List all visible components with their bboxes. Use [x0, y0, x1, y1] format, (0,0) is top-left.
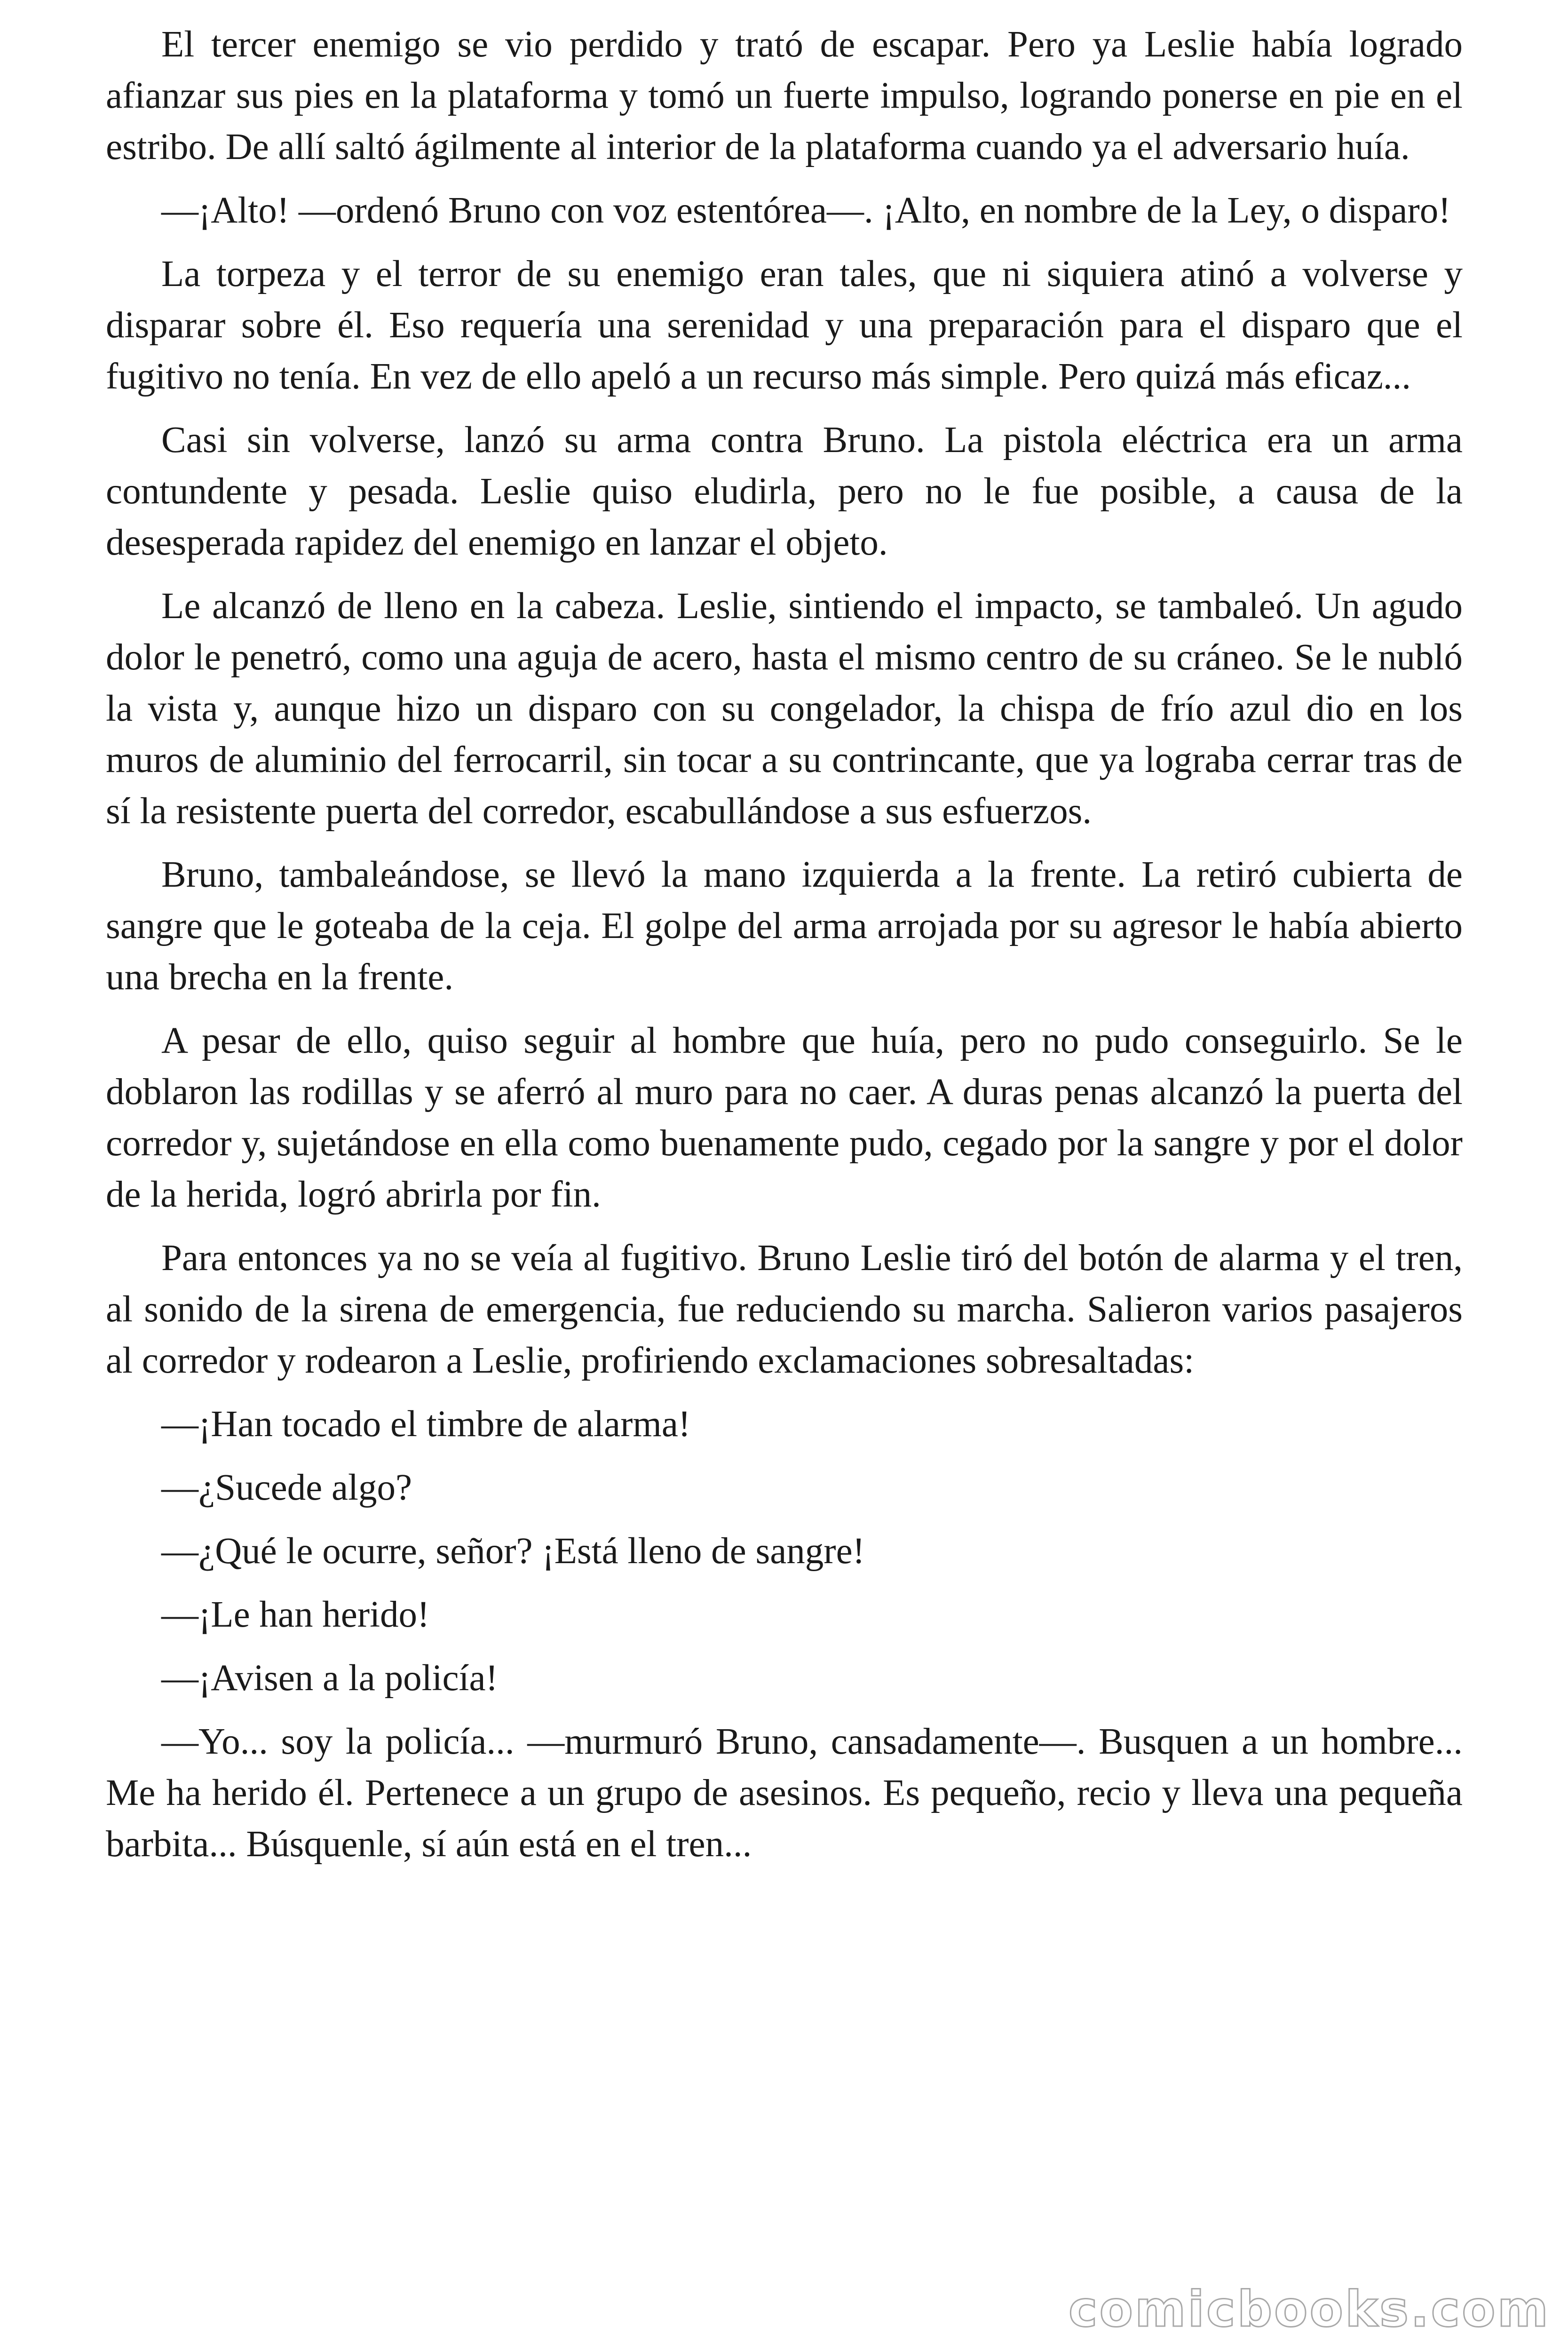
paragraph-5: Le alcanzó de lleno en la cabeza. Leslie, sintiendo el impacto, se tambaleó. Un agudo dolor le penetró, como una aguja de acero, hasta el mismo centro de su cráneo. Se le nubló la vista y, aunque hizo un disparo con su congelador, la chispa de frío azul dio en los muros de aluminio del ferrocarril, sin tocar a su contrincante, que ya lograba cerrar tras de sí la resistente puerta del corredor, escabullándose a sus esfuerzos. — [106, 586, 1463, 832]
paragraph-7: A pesar de ello, quiso seguir al hombre que huía, pero no pudo conseguirlo. Se le doblaron las rodillas y se aferró al muro para no caer. A duras penas alcanzó la puerta del corredor y, sujetándose en ella como buenamente pudo, cegado por la sangre y por el dolor de la herida, logró abrirla por fin. — [106, 1020, 1463, 1215]
dialogue-line-4: —¡Le han herido! — [161, 1594, 430, 1635]
paragraph-2: —¡Alto! —ordenó Bruno con voz estentórea—. ¡Alto, en nombre de la Ley, o disparo! — [161, 190, 1451, 231]
dialogue-line-5: —¡Avisen a la policía! — [161, 1658, 498, 1699]
paragraph-3: La torpeza y el terror de su enemigo eran tales, que ni siquiera atinó a volverse y disparar sobre él. Eso requería una serenidad y una preparación para el disparo que el fugitivo no tenía. En vez de ello apeló a un recurso más simple. Pero quizá más eficaz... — [106, 254, 1463, 397]
paragraph-final: —Yo... soy la policía... —murmuró Bruno, cansadamente—. Busquen a un hombre... Me ha herido él. Pertenece a un grupo de asesinos. Es pequeño, recio y lleva una pequeña barbita... Búsquenle, sí aún está en el tren... — [106, 1721, 1463, 1865]
dialogue-line-1: —¡Han tocado el timbre de alarma! — [161, 1404, 691, 1445]
paragraph-8: Para entonces ya no se veía al fugitivo. Bruno Leslie tiró del botón de alarma y el tren, al sonido de la sirena de emergencia, fue reduciendo su marcha. Salieron varios pasajeros al corredor y rodearon a Leslie, profiriendo exclamaciones sobresaltadas: — [106, 1238, 1463, 1381]
paragraph-6: Bruno, tambaleándose, se llevó la mano izquierda a la frente. La retiró cubierta de sangre que le goteaba de la ceja. El golpe del arma arrojada por su agresor le había abierto una brecha en la frente. — [106, 854, 1463, 998]
page-body — [106, 19, 1463, 1882]
dialogue-line-3: —¿Qué le ocurre, señor? ¡Está lleno de sangre! — [161, 1531, 865, 1572]
paragraph-1: El tercer enemigo se vio perdido y trató de escapar. Pero ya Leslie había logrado afianzar sus pies en la plataforma y tomó un fuerte impulso, logrando ponerse en pie en el estribo. De allí saltó ágilmente al interior de la plataforma cuando ya el adversario huía. — [106, 24, 1463, 167]
dialogue-line-2: —¿Sucede algo? — [161, 1467, 412, 1508]
watermark-logo: comicbooks.com — [1068, 2280, 1550, 2338]
paragraph-4: Casi sin volverse, lanzó su arma contra Bruno. La pistola eléctrica era un arma contundente y pesada. Leslie quiso eludirla, pero no le fue posible, a causa de la desesperada rapidez del enemigo en lanzar el objeto. — [106, 420, 1463, 563]
